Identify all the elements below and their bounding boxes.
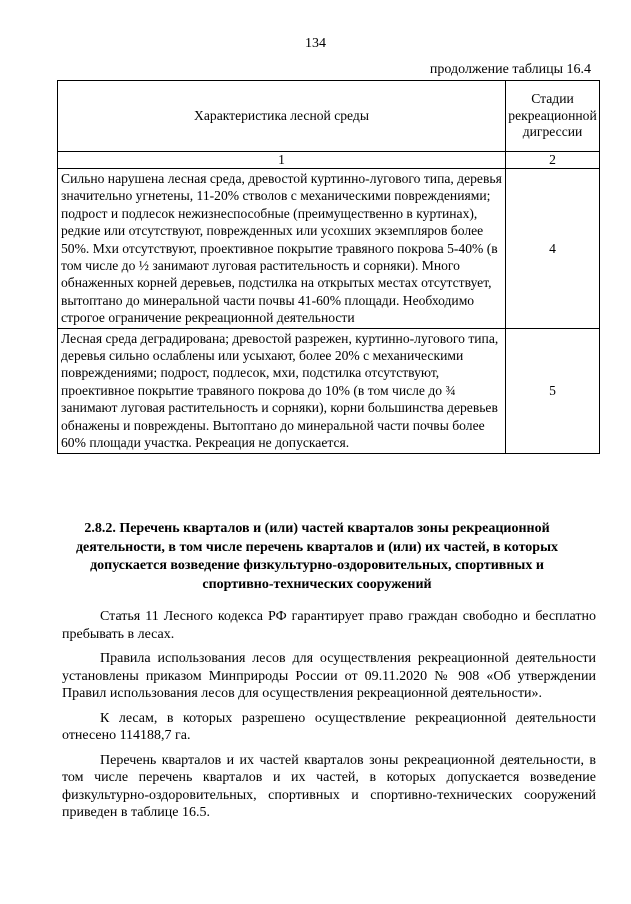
forest-environment-table [57,80,600,454]
column-number-row [58,152,600,169]
row-description: Лесная среда деградирована; древостой разрежен, куртинно-лугового типа, деревья сильно ослаблены или усыхают, более 20% с механическими повреждениями; подрост, подлесок, мхи, подстилка отсутствуют, проективное покрытие травяного покрова до 10% (в том числе до ¾ занимают луговая растительность и сорняки), корни большинства деревьев обнажены и повреждены. Вытоптано до минеральной части почвы более 60% площади участка. Рекреация не допускается. [58,328,506,453]
body-text [62,608,596,829]
row-stage: 5 [506,328,600,453]
row-stage: 4 [506,169,600,329]
header-characteristic: Характеристика лесной среды [58,81,506,152]
paragraph: К лесам, в которых разрешено осуществление рекреационной деятельности отнесено 114188,7 га. [62,710,596,743]
row-description: Сильно нарушена лесная среда, древостой куртинно-лугового типа, деревья значительно угнетены, 11-20% стволов с механическими повреждениями; подрост и подлесок нежизнеспособные (преимущественно в куртинах), редкие или отсутствуют, поврежденных или усохших экземпляров более 50%. Мхи отсутствуют, проективное покрытие травяного покрова 5-40% (в том числе до ½ занимают луговая растительность и сорняки). Много обнаженных корней деревьев, подстилка на открытых местах отсутствует, вытоптано до минеральной части почвы 41-60% площади. Необходимо строгое ограничение рекреационной деятельности [58,169,506,329]
paragraph: Перечень кварталов и их частей кварталов зоны рекреационной деятельности, в том числе перечень кварталов и их частей, в которых допускается возведение физкультурно-оздоровительных, спортивных и спортивно-технических сооружений приведен в таблице 16.5. [62,752,596,820]
header-stage: Стадии рекреационной дигрессии [506,81,600,152]
page-number: 134 [305,36,326,51]
column-number-2: 2 [506,152,600,169]
paragraph: Правила использования лесов для осуществления рекреационной деятельности установлены приказом Минприроды России от 09.11.2020 № 908 «Об утверждении Правил использования лесов для осуществления рекреационной деятельности». [62,651,596,701]
table-row [58,328,600,453]
table-row [58,169,600,329]
table-header-row [58,81,600,152]
table-continuation-label: продолжение таблицы 16.4 [429,62,591,77]
column-number-1: 1 [58,152,506,169]
paragraph: Статья 11 Лесного кодекса РФ гарантирует право граждан свободно и бесплатно пребывать в лесах. [62,609,596,642]
section-heading: 2.8.2. Перечень кварталов и (или) частей кварталов зоны рекреационной деятельности, в том числе перечень кварталов и (или) их частей, в которых допускается возведение физкультурно-оздоровительных, спортивных и спортивно-технических сооружений [75,521,559,592]
